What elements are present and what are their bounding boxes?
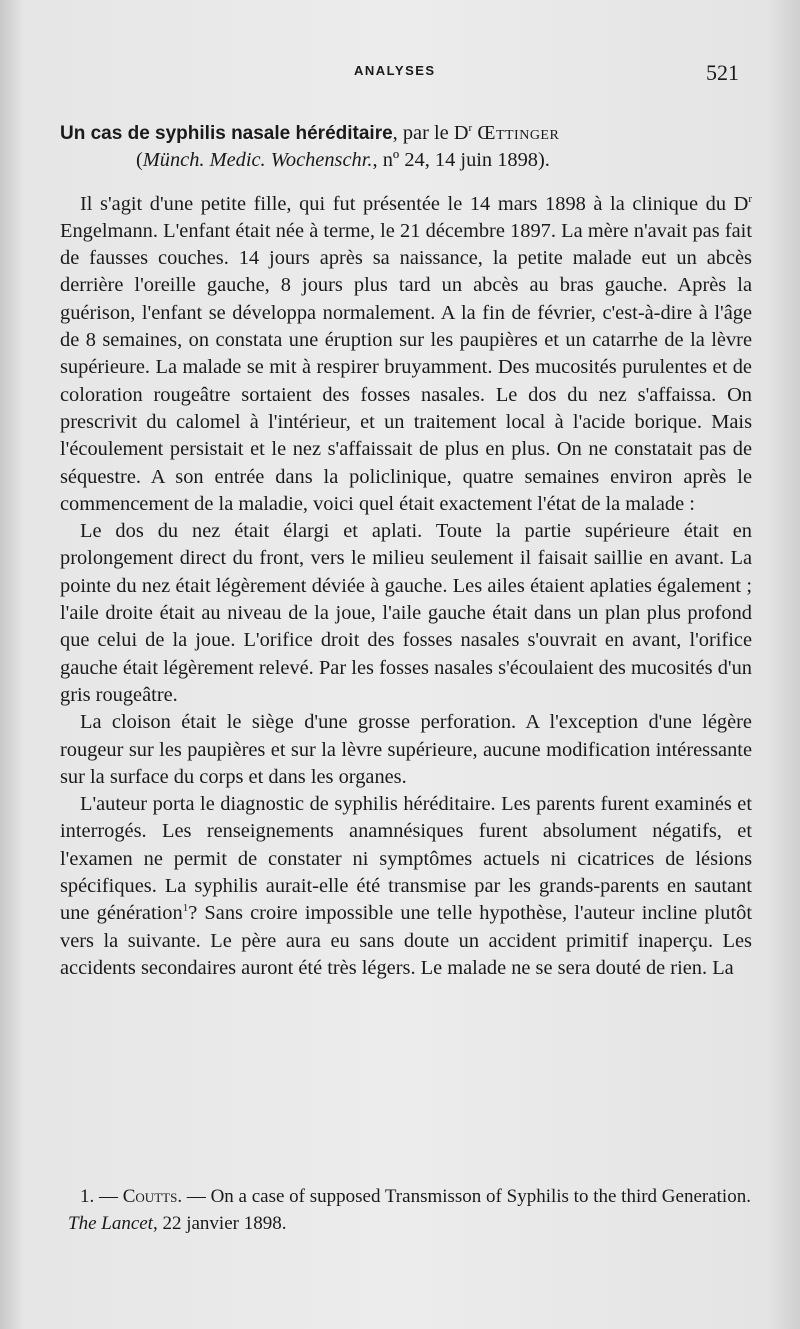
footnote-title: . — On a case of supposed Transmisson of Syphilis to the third Generation. [177,1186,751,1207]
footnote [68,1183,768,1237]
footnote-journal: The Lancet [68,1213,153,1234]
paragraph-1 [60,191,752,519]
paragraph-1-text-after: Engelmann. L'enfant était née à terme, le 21 décembre 1897. La mère n'avait pas fait de fausses couches. 14 jours après sa naissance, la petite malade eut un abcès derrière l'oreille gauche, 8 jours plus tard un abcès au bras gauche. Après la guérison, l'enfant se développa normalement. A la fin de février, c'est-à-dire à l'âge de 8 semaines, on constata une éruption sur les paupières et un catarrhe de la lèvre supérieure. La malade se mit à respirer bruyamment. Des mucosités purulentes et de coloration rougeâtre sortaient des fosses nasales. Le dos du nez s'affaissa. On prescrivit du calomel à l'intérieur, et un traitement local à l'acide borique. Mais l'écoulement persistait et le nez s'affaissait de plus en plus. On ne constatait pas de séquestre. A son entrée dans la policlinique, quatre semaines environ après le commencement de la maladie, voici quel était exactement l'état de la malade : [60,219,752,515]
footnote-date: , 22 janvier 1898. [152,1213,287,1234]
page-number: 521 [706,60,739,85]
article-title: Un cas de syphilis nasale héréditaire [60,123,393,144]
citation-details: , nº 24, 14 juin 1898). [372,149,550,172]
footnote-marker: 1. — [80,1186,123,1207]
article-heading [60,120,752,175]
heading-line-1 [60,120,752,147]
paragraph-2 [60,518,752,709]
heading-line-2: (Münch. Medic. Wochenschr., nº 24, 14 juin 1898). [136,149,550,172]
running-header [0,60,800,90]
paragraph-3-text: La cloison était le siège d'une grosse perforation. A l'exception d'une légère rougeur sur les paupières et sur la lèvre supérieure, aucune modification intéressante sur la surface du corps et dans les organes. [60,711,752,788]
footnote-author: Coutts [122,1186,178,1207]
paragraph-3 [60,709,752,791]
paragraph-2-text: Le dos du nez était élargi et aplati. Toute la partie supérieure était en prolongement direct du front, vers le milieu seulement il faisait saillie en avant. La pointe du nez était légèrement déviée à gauche. Les ailes étaient aplaties également ; l'aile droite était au niveau de la joue, l'aile gauche était dans un plan plus profond que celui de la joue. L'orifice droit des fosses nasales s'ouvrait en avant, l'orifice gauche était légèrement relevé. Par les fosses nasales s'écoulaient des mucosités d'un gris rougeâtre. [60,520,752,706]
paragraph-1-sup: r [748,192,752,205]
article-body [60,120,752,982]
paragraph-4 [60,791,752,982]
footnote-ref: 1 [182,902,189,915]
byline-prefix: , par le D [392,122,469,144]
paragraph-4-text: L'auteur porta le diagnostic de syphilis héréditaire. Les parents furent examinés et interrogés. Les renseignements anamnésiques furent absolument négatifs, et l'examen ne permit de constater ni symptômes actuels ni cicatrices de lésions spécifiques. La syphilis aurait-elle été transmise par les grands-parents en sautant une génération [60,793,752,925]
article-author: Œttinger [477,122,560,144]
byline-sup: r [468,122,473,135]
paragraph-4-text-after: ? Sans croire impossible une telle hypothèse, l'auteur incline plutôt vers la suivante. Le père aura eu sans doute un accident primitif inaperçu. Les accidents secondaires auront été très légers. Le malade ne se sera douté de rien. La [60,902,752,979]
paragraph-1-text: Il s'agit d'une petite fille, qui fut présentée le 14 mars 1898 à la clinique du D [80,192,749,215]
journal-name: Münch. Medic. Wochenschr. [142,149,373,172]
running-title: ANALYSES [354,63,436,78]
